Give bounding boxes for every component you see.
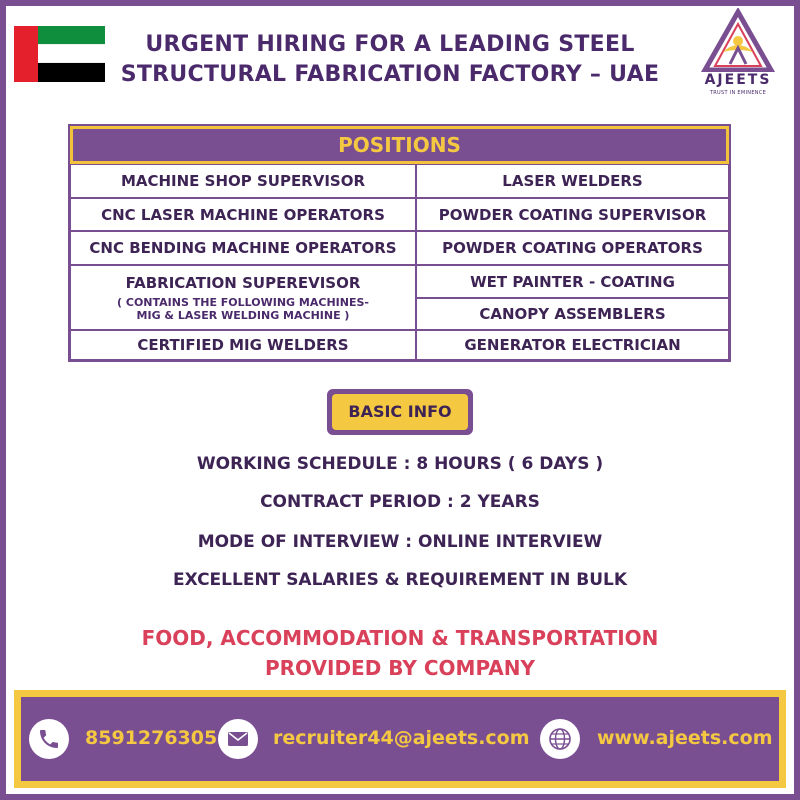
position-cell: CNC BENDING MACHINE OPERATORS (70, 231, 416, 265)
title-line-1: URGENT HIRING FOR A LEADING STEEL (145, 32, 635, 57)
phone-icon (29, 719, 69, 759)
position-cell: CANOPY ASSEMBLERS (416, 298, 729, 330)
positions-heading (70, 126, 729, 164)
position-cell: WET PAINTER - COATING (416, 265, 729, 298)
benefits-line-1: FOOD, ACCOMMODATION & TRANSPORTATION (141, 626, 659, 650)
position-cell: POWDER COATING OPERATORS (416, 231, 729, 265)
info-line-interview: MODE OF INTERVIEW : ONLINE INTERVIEW (197, 532, 603, 552)
position-cell: FABRICATION SUPEREVISOR ( CONTAINS THE FOLLOWING MACHINES- MIG & LASER WELDING MACHINE ) (70, 265, 416, 330)
info-line-schedule: WORKING SCHEDULE : 8 HOURS ( 6 DAYS ) (196, 454, 604, 474)
positions-table (68, 124, 731, 362)
website-link[interactable]: www.ajeets.com (597, 727, 773, 749)
contact-bar (14, 690, 786, 788)
benefits-line-2: PROVIDED BY COMPANY (265, 656, 535, 680)
info-line-salaries: EXCELLENT SALARIES & REQUIREMENT IN BULK (172, 570, 628, 590)
position-cell: CNC LASER MACHINE OPERATORS (70, 198, 416, 231)
email-link[interactable]: recruiter44@ajeets.com (273, 727, 530, 749)
uae-flag (14, 26, 105, 82)
position-cell: CERTIFIED MIG WELDERS (70, 330, 416, 360)
position-cell: POWDER COATING SUPERVISOR (416, 198, 729, 231)
position-cell: MACHINE SHOP SUPERVISOR (70, 164, 416, 198)
basic-info-label: BASIC INFO (332, 394, 468, 430)
position-cell: LASER WELDERS (416, 164, 729, 198)
positions-heading-text: POSITIONS (338, 133, 461, 157)
position-note: ( CONTAINS THE FOLLOWING MACHINES- MIG & LASER WELDING MACHINE ) (117, 295, 369, 322)
basic-info-badge (327, 389, 473, 435)
phone-number[interactable]: 8591276305 (85, 727, 218, 749)
page-title (120, 30, 660, 90)
logo-text: AJEETS (704, 72, 772, 88)
contact-bar-inner (21, 697, 779, 781)
title-line-2: STRUCTURAL FABRICATION FACTORY – UAE (120, 62, 660, 87)
position-cell: GENERATOR ELECTRICIAN (416, 330, 729, 360)
mail-icon (218, 719, 258, 759)
globe-icon (540, 719, 580, 759)
logo-mark-icon (697, 8, 779, 72)
info-line-contract: CONTRACT PERIOD : 2 YEARS (260, 492, 540, 512)
ajeets-logo (697, 8, 779, 100)
logo-tagline: TRUST IN EMINENCE (709, 90, 767, 96)
